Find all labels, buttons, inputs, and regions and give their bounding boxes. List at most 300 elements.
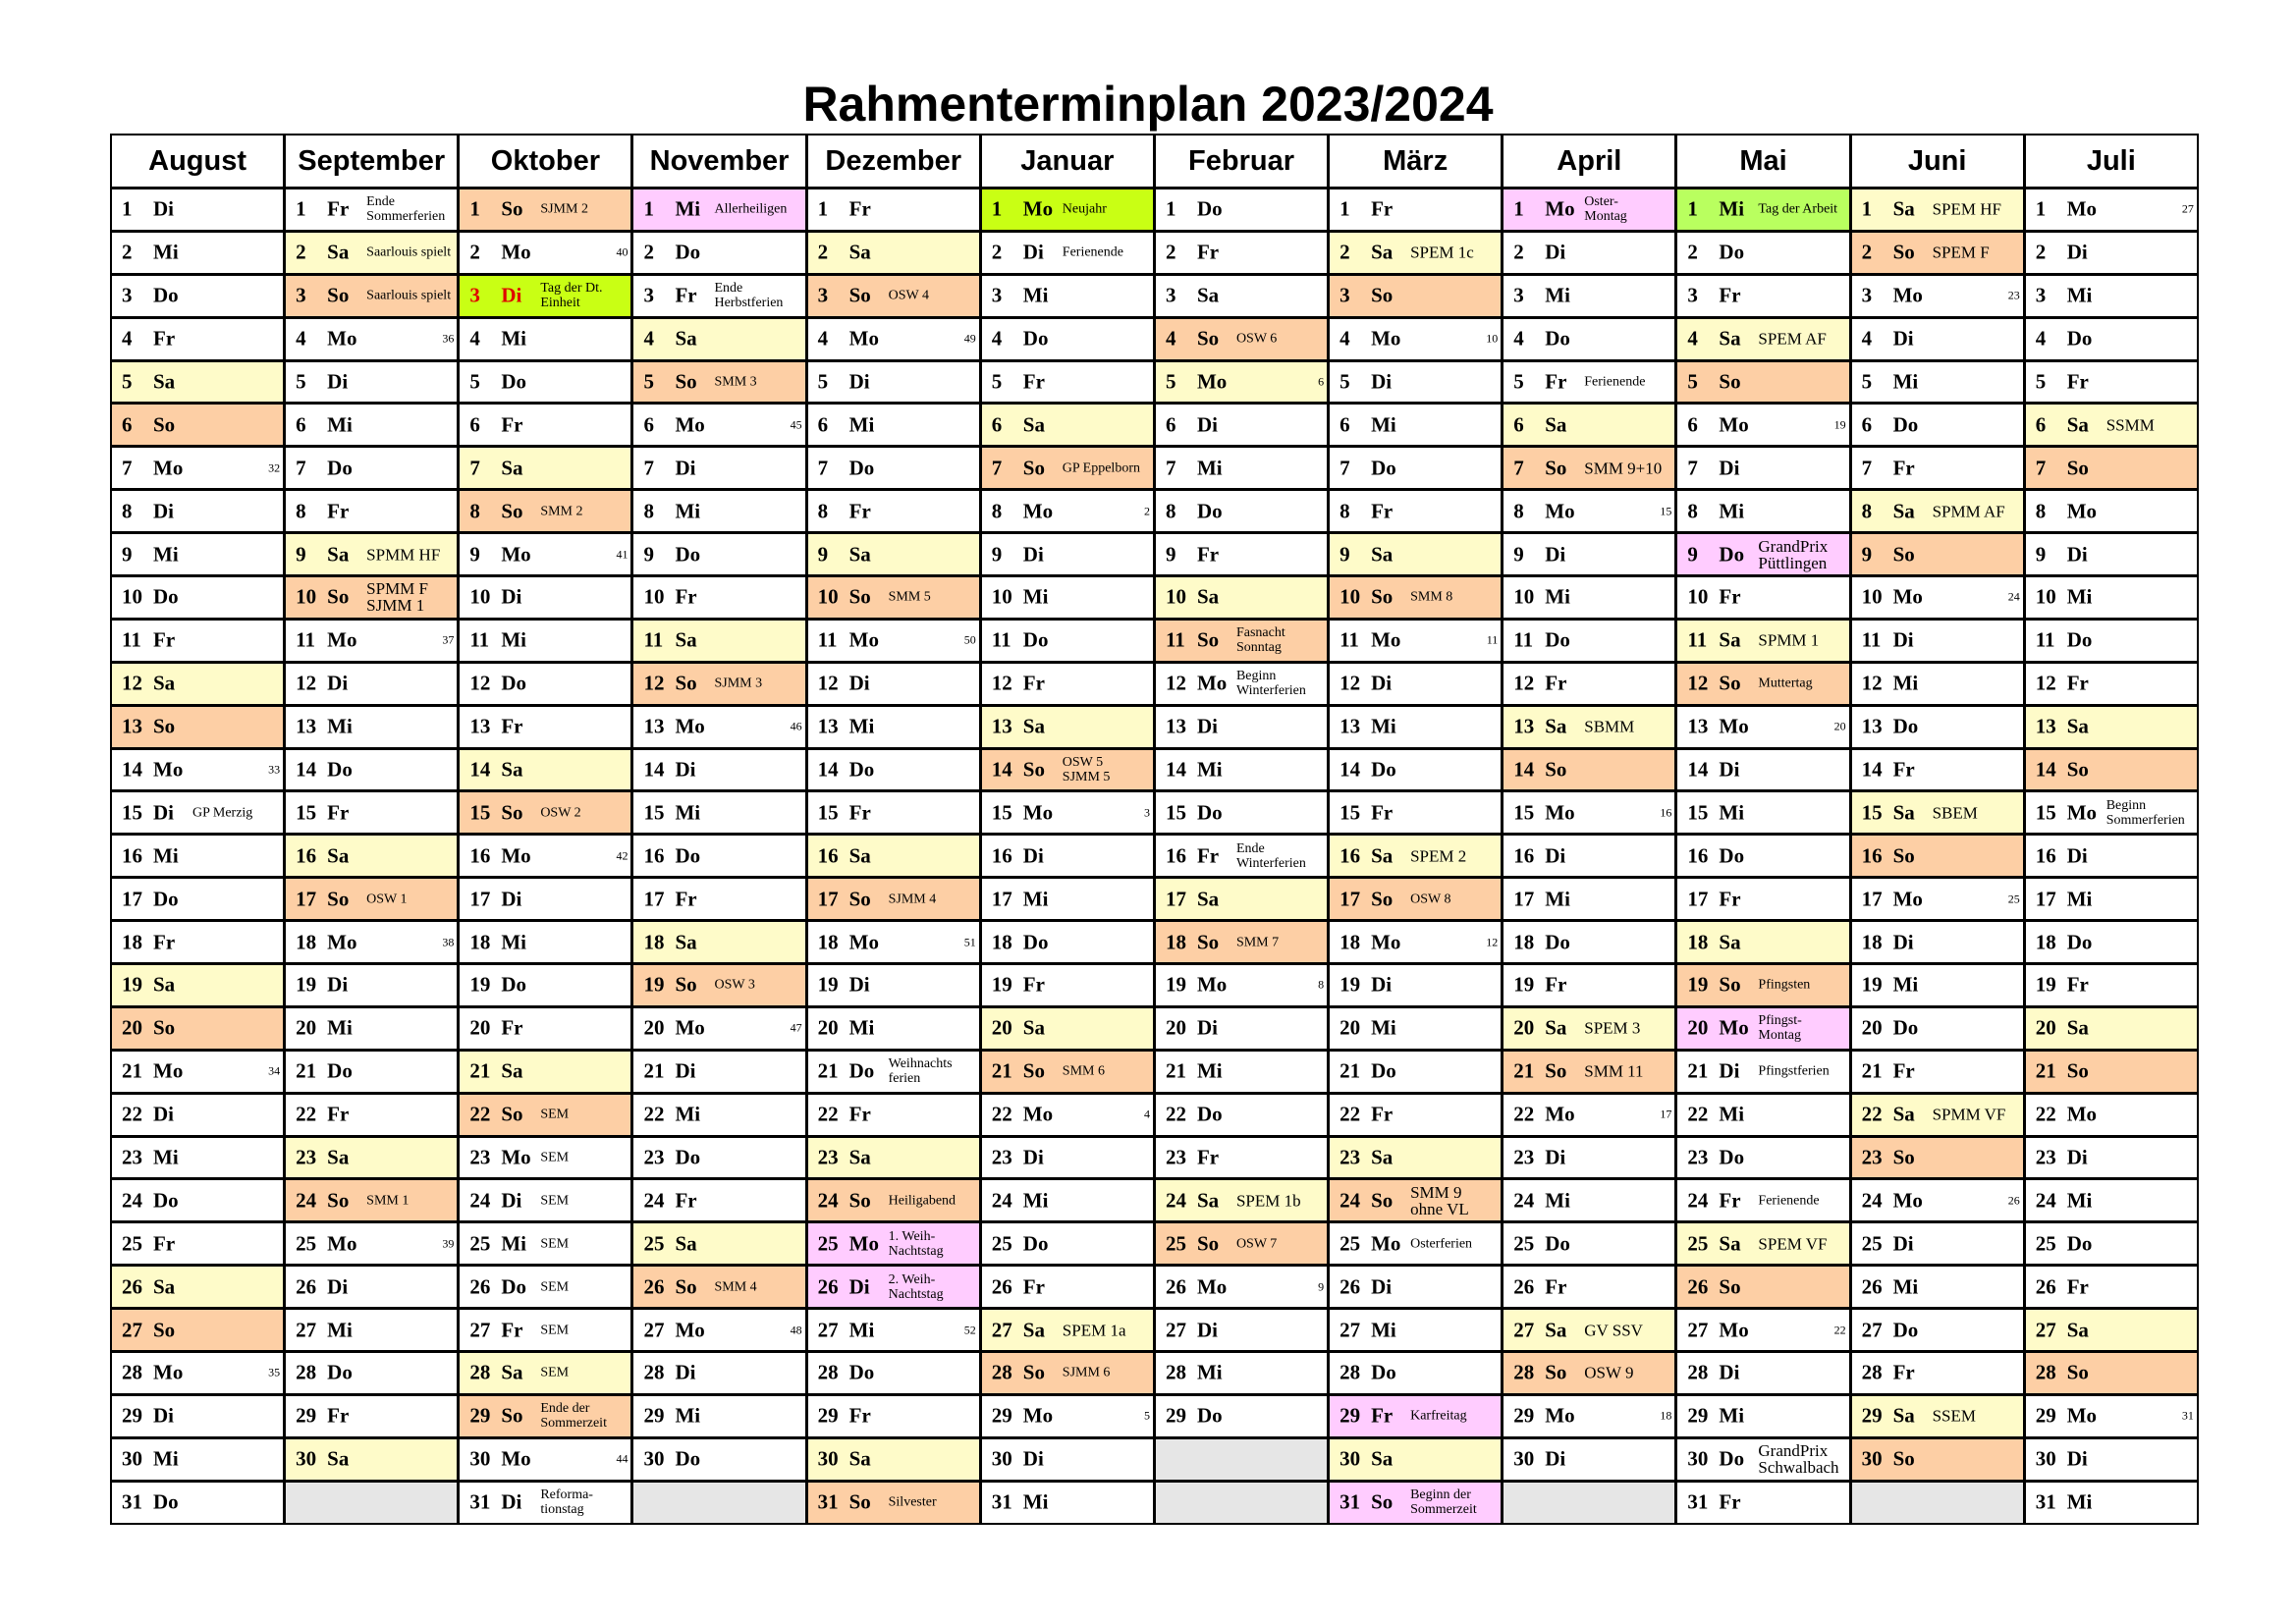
day-number: 20 (1339, 1015, 1361, 1040)
weekday: Di (1196, 1318, 1218, 1342)
weekday: Mi (2066, 1188, 2093, 1213)
day-cell (1850, 188, 2025, 232)
day-cell (1502, 360, 1676, 405)
day-number: 4 (1339, 326, 1350, 351)
weekday: Mo (1196, 1274, 1228, 1299)
day-cell (1502, 231, 1676, 275)
day-number: 14 (122, 757, 142, 782)
day-number: 19 (1339, 972, 1361, 997)
weekday: So (848, 283, 871, 307)
day-number: 26 (643, 1274, 665, 1299)
day-cell (2024, 231, 2199, 275)
day-cell (458, 532, 632, 576)
day-cell (458, 1394, 632, 1438)
weekday: Sa (1196, 283, 1220, 307)
weekday: Fr (1892, 456, 1915, 480)
day-number: 16 (122, 843, 142, 868)
weekday: Mo (153, 1360, 184, 1384)
day-cell (110, 1308, 285, 1352)
day-number: 31 (122, 1489, 142, 1514)
weekday: Sa (1719, 627, 1741, 652)
weekday: Sa (501, 1360, 523, 1384)
day-number: 27 (1513, 1318, 1535, 1342)
day-cell (1675, 575, 1850, 620)
day-number: 22 (1687, 1102, 1709, 1126)
day-cell (284, 1308, 459, 1352)
day-number: 10 (296, 584, 317, 609)
weekday: So (1371, 283, 1394, 307)
weekday: Di (1892, 627, 1914, 652)
day-cell (1502, 1093, 1676, 1137)
weekday: Mo (501, 1446, 531, 1471)
weekday: So (675, 1274, 697, 1299)
day-cell (2024, 1136, 2199, 1180)
day-number: 27 (1687, 1318, 1709, 1342)
day-cell (980, 317, 1155, 361)
weekday: Do (1892, 714, 1919, 738)
day-cell (458, 360, 632, 405)
day-cell (631, 188, 806, 232)
weekday: Do (153, 1489, 179, 1514)
weekday: Mi (1022, 584, 1049, 609)
day-number: 7 (817, 456, 829, 480)
day-number: 5 (1687, 369, 1698, 394)
day-number: 6 (1861, 412, 1873, 437)
day-number: 31 (817, 1489, 839, 1514)
weekday: Fr (675, 283, 697, 307)
weekday: Fr (1022, 972, 1045, 997)
weekday: Fr (1196, 1145, 1220, 1169)
day-number: 29 (991, 1403, 1012, 1428)
day-cell (631, 1178, 806, 1222)
day-cell (631, 1136, 806, 1180)
day-cell (2024, 403, 2199, 447)
day-cell (980, 188, 1155, 232)
event-note: SJMM 4 (888, 892, 937, 907)
day-number: 19 (122, 972, 142, 997)
day-number: 18 (296, 930, 317, 954)
day-cell (284, 274, 459, 318)
day-number: 19 (469, 972, 491, 997)
day-cell (980, 1481, 1155, 1525)
weekday: Di (153, 499, 174, 523)
day-number: 18 (2035, 930, 2056, 954)
weekday: Do (1719, 1446, 1745, 1471)
day-number: 30 (122, 1446, 142, 1471)
weekday: Sa (153, 671, 176, 695)
day-number: 24 (643, 1188, 665, 1213)
day-number: 23 (122, 1145, 142, 1169)
day-number: 22 (469, 1102, 491, 1126)
weekday: Mo (1196, 671, 1228, 695)
day-number: 11 (643, 627, 664, 652)
day-cell (980, 1308, 1155, 1352)
day-number: 31 (1687, 1489, 1709, 1514)
day-cell (1850, 1308, 2025, 1352)
day-number: 13 (1861, 714, 1883, 738)
day-number: 17 (296, 887, 317, 911)
weekday: So (1022, 757, 1045, 782)
weekday: So (501, 196, 523, 221)
day-number: 12 (1861, 671, 1883, 695)
weekday: Mi (1196, 1058, 1223, 1083)
day-cell (1850, 1006, 2025, 1051)
month-header: Dezember (806, 134, 981, 189)
event-note: Saarlouis spielt (366, 244, 452, 260)
weekday: Mo (1022, 1403, 1054, 1428)
day-number: 10 (1861, 584, 1883, 609)
day-number: 29 (122, 1403, 142, 1428)
weekday: Do (2066, 326, 2093, 351)
day-cell (284, 963, 459, 1007)
day-cell (110, 1437, 285, 1482)
day-number: 4 (1861, 326, 1873, 351)
day-cell (1675, 963, 1850, 1007)
event-note: SPMM VF (1932, 1105, 2006, 1124)
day-cell (1502, 317, 1676, 361)
weekday: Mo (327, 627, 357, 652)
day-cell (1154, 1006, 1329, 1051)
weekday: Mi (327, 1015, 353, 1040)
day-number: 17 (2035, 887, 2056, 911)
weekday: Mi (1892, 972, 1919, 997)
day-number: 14 (1513, 757, 1535, 782)
day-cell (110, 1178, 285, 1222)
day-number: 6 (991, 412, 1003, 437)
day-cell (980, 920, 1155, 964)
weekday: Di (1022, 240, 1044, 264)
event-note: SMM 6 (1062, 1063, 1105, 1079)
month-header: Mai (1675, 134, 1850, 189)
day-cell (1675, 1308, 1850, 1352)
weekday: Do (1892, 412, 1919, 437)
day-number: 28 (2035, 1360, 2056, 1384)
weekday: Do (1719, 1145, 1745, 1169)
event-note: SMM 9+10 (1584, 459, 1663, 478)
day-number: 8 (643, 499, 654, 523)
day-number: 30 (1339, 1446, 1361, 1471)
weekday: Mo (1022, 196, 1054, 221)
weekday: So (1545, 456, 1567, 480)
day-cell (806, 1136, 981, 1180)
day-number: 8 (1687, 499, 1698, 523)
day-number: 19 (296, 972, 317, 997)
weekday: Do (1719, 542, 1745, 567)
day-number: 29 (1687, 1403, 1709, 1428)
day-cell (1850, 446, 2025, 490)
weekday: Mi (501, 326, 526, 351)
day-cell (1328, 834, 1503, 878)
day-number: 2 (817, 240, 829, 264)
weekday: Mo (1545, 1102, 1575, 1126)
day-number: 8 (122, 499, 133, 523)
day-cell (458, 403, 632, 447)
weekday: Fr (675, 1188, 697, 1213)
day-cell (980, 274, 1155, 318)
day-number: 5 (122, 369, 133, 394)
day-number: 20 (469, 1015, 491, 1040)
day-cell (1850, 274, 2025, 318)
week-number: 17 (1660, 1107, 1672, 1121)
day-number: 16 (643, 843, 665, 868)
day-cell (806, 532, 981, 576)
weekday: So (1892, 843, 1915, 868)
day-number: 28 (643, 1360, 665, 1384)
weekday: So (1022, 1058, 1045, 1083)
weekday: Do (501, 972, 526, 997)
day-cell (458, 662, 632, 706)
weekday: Di (327, 1274, 349, 1299)
day-number: 10 (122, 584, 142, 609)
weekday: Sa (1371, 240, 1394, 264)
event-note: SEM (540, 1150, 570, 1165)
day-number: 11 (296, 627, 315, 652)
day-number: 17 (991, 887, 1012, 911)
day-cell (1850, 1481, 2025, 1525)
event-note: OSW 8 (1410, 892, 1451, 907)
day-cell (2024, 575, 2199, 620)
day-number: 26 (2035, 1274, 2056, 1299)
day-cell (458, 834, 632, 878)
weekday: Di (1892, 930, 1914, 954)
day-number: 20 (643, 1015, 665, 1040)
day-cell (284, 1006, 459, 1051)
weekday: Sa (1719, 326, 1741, 351)
weekday: Mo (2066, 1403, 2098, 1428)
weekday: Do (675, 843, 701, 868)
weekday: Sa (327, 1446, 350, 1471)
day-number: 19 (2035, 972, 2056, 997)
day-cell (980, 1093, 1155, 1137)
day-number: 25 (1165, 1231, 1186, 1256)
weekday: Sa (1022, 412, 1045, 437)
weekday: Sa (327, 542, 350, 567)
day-number: 22 (1861, 1102, 1883, 1126)
day-number: 28 (991, 1360, 1012, 1384)
day-cell (1328, 575, 1503, 620)
week-number: 22 (1833, 1323, 1846, 1337)
day-number: 17 (1339, 887, 1361, 911)
day-number: 1 (1165, 196, 1176, 221)
weekday: Sa (848, 240, 871, 264)
day-cell (806, 489, 981, 533)
day-cell (980, 662, 1155, 706)
weekday: Di (1719, 1360, 1740, 1384)
day-cell (631, 1437, 806, 1482)
day-number: 11 (817, 627, 838, 652)
day-number: 2 (2035, 240, 2047, 264)
day-cell (110, 705, 285, 749)
day-cell (806, 231, 981, 275)
day-cell (110, 446, 285, 490)
day-cell (1675, 317, 1850, 361)
day-number: 5 (2035, 369, 2047, 394)
day-cell (110, 877, 285, 921)
day-number: 20 (991, 1015, 1012, 1040)
day-cell (284, 1265, 459, 1309)
day-cell (2024, 360, 2199, 405)
day-number: 10 (1513, 584, 1535, 609)
day-cell (458, 1437, 632, 1482)
day-number: 4 (2035, 326, 2047, 351)
weekday: Sa (153, 972, 176, 997)
weekday: Mi (1371, 412, 1396, 437)
event-note: SBEM (1932, 803, 1978, 823)
day-number: 1 (2035, 196, 2047, 221)
day-cell (806, 1394, 981, 1438)
day-number: 17 (122, 887, 142, 911)
weekday: So (501, 800, 523, 825)
day-number: 22 (1513, 1102, 1535, 1126)
weekday: Do (1719, 843, 1745, 868)
week-number: 36 (442, 331, 455, 346)
weekday: Di (153, 800, 174, 825)
event-note: Ende Herbstferien (714, 281, 784, 311)
day-cell (1328, 360, 1503, 405)
week-number: 9 (1318, 1279, 1325, 1294)
event-note: GP Eppelborn (1062, 460, 1140, 476)
day-number: 26 (817, 1274, 839, 1299)
weekday: Mo (2066, 800, 2098, 825)
day-number: 2 (1861, 240, 1873, 264)
weekday: Fr (1719, 1188, 1741, 1213)
day-number: 14 (991, 757, 1012, 782)
day-number: 27 (991, 1318, 1012, 1342)
weekday: Fr (1022, 1274, 1045, 1299)
day-cell (1850, 1093, 2025, 1137)
day-cell (631, 1050, 806, 1094)
day-number: 9 (469, 542, 480, 567)
day-cell (1850, 1050, 2025, 1094)
day-number: 3 (1861, 283, 1873, 307)
day-number: 31 (469, 1489, 491, 1514)
weekday: Mo (327, 326, 357, 351)
weekday: So (2066, 757, 2089, 782)
day-number: 27 (296, 1318, 317, 1342)
day-number: 13 (122, 714, 142, 738)
day-number: 16 (469, 843, 491, 868)
event-note: SMM 3 (714, 374, 757, 390)
event-note: SPEM HF (1932, 199, 2001, 219)
day-number: 16 (1687, 843, 1709, 868)
weekday: So (153, 1015, 176, 1040)
weekday: Do (2066, 930, 2093, 954)
day-cell (1154, 705, 1329, 749)
day-cell (1675, 1050, 1850, 1094)
weekday: Do (1022, 930, 1049, 954)
day-cell (1675, 748, 1850, 792)
weekday: So (327, 1188, 350, 1213)
weekday: Sa (1022, 714, 1045, 738)
event-note: Neujahr (1062, 201, 1107, 217)
day-cell (1502, 1308, 1676, 1352)
day-cell (2024, 1178, 2199, 1222)
day-cell (1154, 1050, 1329, 1094)
day-cell (458, 790, 632, 835)
weekday: Do (1545, 1231, 1570, 1256)
day-number: 6 (1339, 412, 1350, 437)
day-number: 22 (122, 1102, 142, 1126)
weekday: Do (501, 671, 526, 695)
day-number: 28 (1861, 1360, 1883, 1384)
weekday: Mo (153, 456, 184, 480)
day-number: 10 (817, 584, 839, 609)
day-cell (1675, 1136, 1850, 1180)
day-number: 20 (296, 1015, 317, 1040)
weekday: So (1892, 1145, 1915, 1169)
weekday: Fr (1196, 240, 1220, 264)
day-cell (1328, 489, 1503, 533)
day-cell (1675, 446, 1850, 490)
weekday: Fr (153, 627, 176, 652)
day-cell (1154, 877, 1329, 921)
day-number: 3 (2035, 283, 2047, 307)
event-note: SPEM 2 (1410, 846, 1467, 866)
weekday: Di (1196, 412, 1218, 437)
weekday: So (1196, 326, 1220, 351)
weekday: Sa (1892, 499, 1915, 523)
day-number: 11 (122, 627, 141, 652)
event-note: SMM 1 (366, 1193, 410, 1209)
weekday: Di (1371, 1274, 1393, 1299)
week-number: 19 (1833, 417, 1846, 432)
week-number: 44 (616, 1451, 629, 1466)
weekday: Di (675, 1058, 696, 1083)
day-number: 14 (2035, 757, 2056, 782)
day-cell (631, 920, 806, 964)
day-number: 3 (1687, 283, 1698, 307)
event-note: SMM 2 (540, 504, 583, 519)
weekday: Di (848, 972, 870, 997)
day-number: 27 (1339, 1318, 1361, 1342)
day-number: 29 (469, 1403, 491, 1428)
day-number: 9 (1339, 542, 1350, 567)
day-number: 14 (643, 757, 665, 782)
day-number: 15 (1687, 800, 1709, 825)
day-cell (980, 1178, 1155, 1222)
day-number: 23 (1165, 1145, 1186, 1169)
month-header: Februar (1154, 134, 1329, 189)
day-cell (1850, 1178, 2025, 1222)
day-cell (1675, 790, 1850, 835)
event-note: SEM (540, 1236, 570, 1252)
day-number: 26 (1513, 1274, 1535, 1299)
day-number: 16 (1513, 843, 1535, 868)
day-number: 21 (1339, 1058, 1361, 1083)
day-cell (458, 1221, 632, 1266)
day-number: 22 (991, 1102, 1012, 1126)
day-number: 13 (1339, 714, 1361, 738)
event-note: Ferienende (1758, 1193, 1820, 1209)
day-number: 10 (1165, 584, 1186, 609)
weekday: Sa (675, 1231, 697, 1256)
event-note: GrandPrix Püttlingen (1758, 536, 1829, 572)
event-note: SMM 11 (1584, 1061, 1644, 1081)
day-number: 20 (1687, 1015, 1709, 1040)
weekday: Mi (848, 412, 875, 437)
weekday: Fr (327, 800, 350, 825)
day-cell (458, 1050, 632, 1094)
day-number: 23 (469, 1145, 491, 1169)
day-number: 29 (817, 1403, 839, 1428)
day-cell (1502, 403, 1676, 447)
day-cell (980, 619, 1155, 663)
weekday: Do (1371, 757, 1396, 782)
weekday: Mo (1196, 369, 1228, 394)
weekday: Mi (1545, 887, 1570, 911)
day-cell (1154, 1351, 1329, 1395)
event-note: SMM 5 (888, 589, 931, 605)
